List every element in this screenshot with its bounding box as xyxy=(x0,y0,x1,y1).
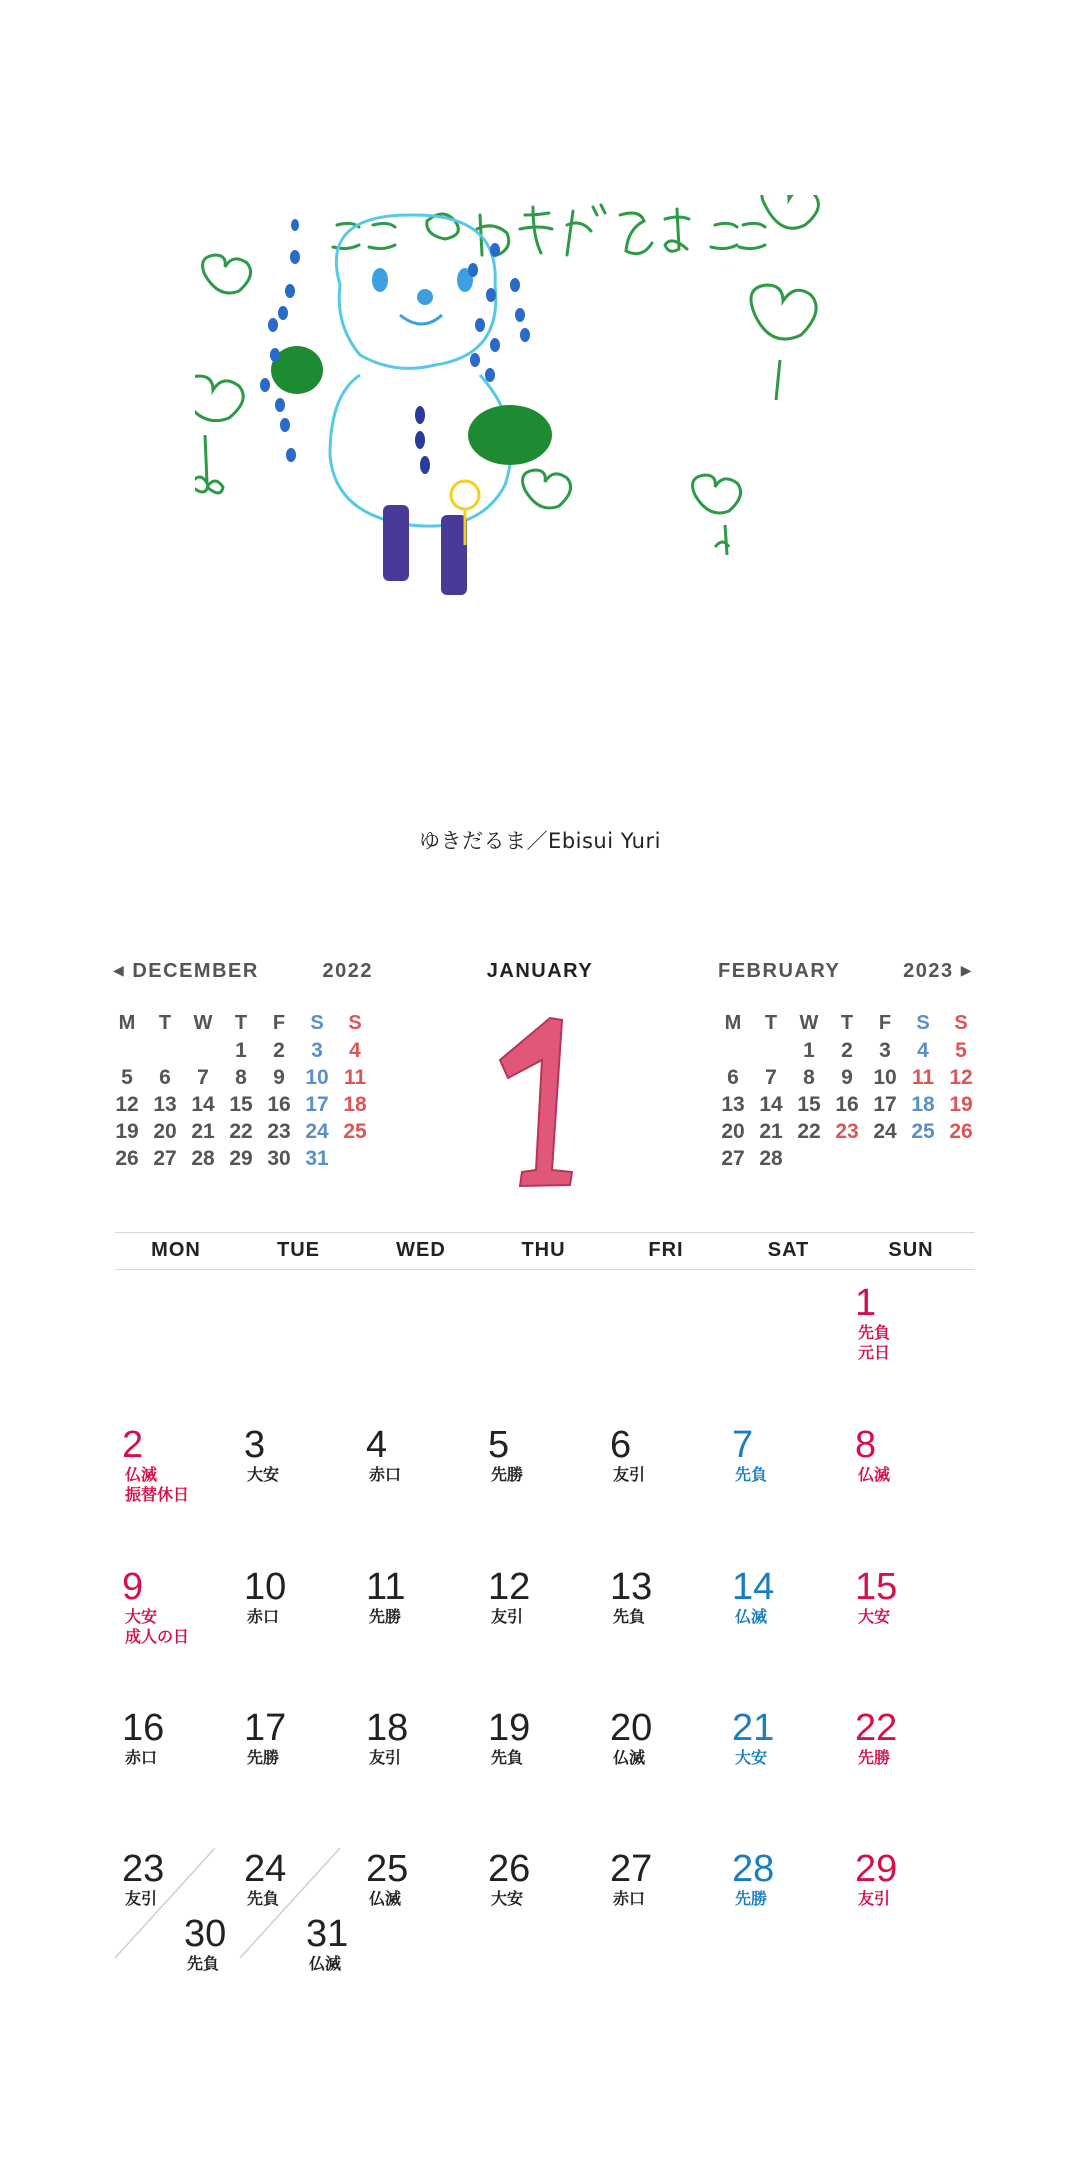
rokuyo-label: 赤口 xyxy=(125,1748,158,1767)
day-number: 22 xyxy=(855,1707,898,1749)
next-month-day xyxy=(904,1145,942,1172)
rokuyo-label: 友引 xyxy=(369,1748,402,1767)
handwritten-title xyxy=(333,205,765,255)
prev-month-day xyxy=(108,1037,146,1064)
prev-month-day: 9 xyxy=(273,1065,285,1089)
day-cell-10[interactable] xyxy=(244,1567,354,1627)
holiday-name: 振替休日 xyxy=(125,1485,190,1504)
next-month-header[interactable] xyxy=(718,960,973,983)
next-month-day: 17 xyxy=(873,1092,897,1116)
rokuyo-label: 先勝 xyxy=(735,1889,768,1908)
day-number: 29 xyxy=(855,1848,898,1890)
rokuyo-label: 先負 xyxy=(858,1323,891,1342)
day-cell-2[interactable] xyxy=(122,1425,232,1505)
day-cell-29[interactable] xyxy=(855,1849,965,1909)
prev-month-day: 30 xyxy=(267,1146,291,1170)
day-cell-15[interactable] xyxy=(855,1567,965,1627)
day-number: 30 xyxy=(184,1913,227,1955)
day-number: 20 xyxy=(610,1707,653,1749)
weekday-header-thu: THU xyxy=(521,1239,566,1261)
prev-month-day: 20 xyxy=(153,1119,177,1143)
rokuyo-label: 先負 xyxy=(613,1607,646,1626)
day-number: 17 xyxy=(244,1707,287,1749)
green-scribbles xyxy=(271,346,552,465)
next-month-day: 20 xyxy=(721,1119,745,1143)
prev-month-day: 11 xyxy=(343,1065,367,1089)
next-month-year: 2023 xyxy=(903,960,954,982)
next-month-day xyxy=(942,1145,980,1172)
day-number: 18 xyxy=(366,1707,409,1749)
prev-month-day: 15 xyxy=(229,1092,253,1116)
prev-month-day: 18 xyxy=(343,1092,367,1116)
next-month-day: 13 xyxy=(721,1092,745,1116)
weekday-header-tue: TUE xyxy=(277,1239,320,1261)
rokuyo-label: 大安 xyxy=(125,1607,158,1626)
rokuyo-label: 先勝 xyxy=(369,1607,402,1626)
prev-month-day xyxy=(184,1037,222,1064)
day-cell-1[interactable] xyxy=(855,1283,965,1363)
day-number: 14 xyxy=(732,1566,775,1608)
weekday-header-sat: SAT xyxy=(767,1239,810,1261)
next-month-day: 6 xyxy=(727,1065,739,1089)
triangle-right-icon[interactable]: ▶ xyxy=(960,962,973,978)
rokuyo-label: 仏滅 xyxy=(735,1607,768,1626)
current-month-name: JANUARY xyxy=(486,960,594,982)
prev-month-weekday-label: M xyxy=(118,1012,136,1034)
prev-month-day: 21 xyxy=(191,1119,215,1143)
next-month-calendar xyxy=(714,1010,980,1172)
day-number: 25 xyxy=(366,1848,409,1890)
prev-month-day: 24 xyxy=(305,1119,329,1143)
day-number: 27 xyxy=(610,1848,653,1890)
day-cell-13[interactable] xyxy=(610,1567,720,1627)
prev-month-day: 31 xyxy=(305,1146,329,1170)
next-month-day: 11 xyxy=(911,1065,935,1089)
rokuyo-label: 先勝 xyxy=(247,1748,280,1767)
prev-month-weekday-label: W xyxy=(193,1012,213,1034)
prev-month-header[interactable] xyxy=(113,960,373,983)
next-month-name: FEBRUARY xyxy=(718,960,841,982)
next-month-day: 7 xyxy=(765,1065,777,1089)
prev-month-day: 28 xyxy=(191,1146,215,1170)
day-number: 10 xyxy=(244,1566,287,1608)
prev-month-day: 27 xyxy=(153,1146,177,1170)
day-number: 21 xyxy=(732,1707,775,1749)
day-cell-27[interactable] xyxy=(610,1849,720,1909)
big-day-number-art xyxy=(490,1010,590,1190)
day-number: 11 xyxy=(366,1566,406,1608)
next-month-day: 27 xyxy=(721,1146,745,1170)
day-number: 16 xyxy=(122,1707,165,1749)
snowman xyxy=(330,215,511,526)
prev-month-weekday-label: F xyxy=(272,1012,286,1034)
snowman-drawing xyxy=(195,195,895,795)
rokuyo-label: 大安 xyxy=(491,1889,524,1908)
snowman-legs xyxy=(383,505,467,595)
next-month-day: 23 xyxy=(835,1119,859,1143)
day-number: 6 xyxy=(610,1424,632,1466)
rokuyo-label: 先勝 xyxy=(858,1748,891,1767)
prev-month-weekday-label: S xyxy=(348,1012,362,1034)
prev-month-day xyxy=(336,1145,374,1172)
snowman-face xyxy=(372,268,473,474)
next-month-day xyxy=(790,1145,828,1172)
day-cell-26[interactable] xyxy=(488,1849,598,1909)
triangle-left-icon[interactable]: ◀ xyxy=(113,962,126,978)
rokuyo-label: 仏滅 xyxy=(125,1465,158,1484)
day-number: 19 xyxy=(488,1707,531,1749)
day-cell-3[interactable] xyxy=(244,1425,354,1485)
day-number: 15 xyxy=(855,1566,898,1608)
artwork-caption: ゆきだるま／Ebisui Yuri xyxy=(419,829,661,853)
next-month-day: 5 xyxy=(955,1038,967,1062)
day-number: 1 xyxy=(855,1282,877,1324)
next-month-day: 15 xyxy=(797,1092,821,1116)
rokuyo-label: 赤口 xyxy=(369,1465,402,1484)
prev-month-weekday-label: T xyxy=(234,1012,248,1034)
day-cell-20[interactable] xyxy=(610,1708,720,1768)
next-month-day: 18 xyxy=(911,1092,935,1116)
day-number: 4 xyxy=(366,1424,388,1466)
day-cell-11[interactable] xyxy=(366,1567,476,1627)
weekday-header-row xyxy=(115,1232,975,1270)
prev-month-day: 19 xyxy=(115,1119,139,1143)
day-number: 31 xyxy=(306,1913,349,1955)
day-cell-12[interactable] xyxy=(488,1567,598,1627)
prev-month-name: DECEMBER xyxy=(132,960,259,982)
day-number: 28 xyxy=(732,1848,775,1890)
prev-month-day: 5 xyxy=(121,1065,133,1089)
next-month-weekday-label: W xyxy=(799,1012,819,1034)
rokuyo-label: 仏滅 xyxy=(309,1954,342,1973)
day-cell-7[interactable] xyxy=(732,1425,842,1485)
prev-month-day: 4 xyxy=(349,1038,361,1062)
day-cell-18[interactable] xyxy=(366,1708,476,1768)
rokuyo-label: 先負 xyxy=(491,1748,524,1767)
prev-month-year: 2022 xyxy=(322,960,373,982)
rokuyo-label: 仏滅 xyxy=(858,1465,891,1484)
rokuyo-label: 先勝 xyxy=(491,1465,524,1484)
next-month-day: 14 xyxy=(759,1092,783,1116)
next-month-day: 9 xyxy=(841,1065,853,1089)
rokuyo-label: 先負 xyxy=(187,1954,220,1973)
rokuyo-label: 赤口 xyxy=(247,1607,280,1626)
day-cell-21[interactable] xyxy=(732,1708,842,1768)
day-number: 9 xyxy=(122,1566,144,1608)
day-cell-25[interactable] xyxy=(366,1849,476,1909)
prev-month-day: 3 xyxy=(311,1038,323,1062)
next-month-day: 3 xyxy=(879,1038,891,1062)
day-number: 23 xyxy=(122,1848,165,1890)
day-number: 2 xyxy=(122,1424,144,1466)
rokuyo-label: 赤口 xyxy=(613,1889,646,1908)
next-month-day: 25 xyxy=(911,1119,935,1143)
next-month-weekday-label: F xyxy=(878,1012,892,1034)
prev-month-day: 12 xyxy=(115,1092,139,1116)
day-number: 5 xyxy=(488,1424,510,1466)
prev-month-day: 23 xyxy=(267,1119,291,1143)
day-number: 12 xyxy=(488,1566,531,1608)
rokuyo-label: 友引 xyxy=(125,1889,158,1908)
next-month-day: 12 xyxy=(949,1065,973,1089)
next-month-day: 2 xyxy=(841,1038,853,1062)
split-day-dividers xyxy=(115,1848,355,1968)
next-month-weekday-label: M xyxy=(724,1012,742,1034)
prev-month-day: 6 xyxy=(159,1065,171,1089)
weekday-header-mon: MON xyxy=(151,1239,201,1261)
rokuyo-label: 大安 xyxy=(247,1465,280,1484)
prev-month-day: 7 xyxy=(197,1065,209,1089)
prev-month-day: 8 xyxy=(235,1065,247,1089)
rokuyo-label: 仏滅 xyxy=(613,1748,646,1767)
rokuyo-label: 大安 xyxy=(735,1748,768,1767)
next-month-day: 28 xyxy=(759,1146,783,1170)
next-month-day: 19 xyxy=(949,1092,973,1116)
prev-month-day: 14 xyxy=(191,1092,215,1116)
rokuyo-label: 大安 xyxy=(858,1607,891,1626)
day-cell-17[interactable] xyxy=(244,1708,354,1768)
day-number: 26 xyxy=(488,1848,531,1890)
rokuyo-label: 先負 xyxy=(735,1465,768,1484)
next-month-day: 21 xyxy=(759,1119,783,1143)
next-month-weekday-label: T xyxy=(764,1012,778,1034)
prev-month-weekday-label: S xyxy=(310,1012,324,1034)
day-number: 24 xyxy=(244,1848,287,1890)
next-month-weekday-label: S xyxy=(954,1012,968,1034)
holiday-name: 元日 xyxy=(858,1343,891,1362)
day-cell-14[interactable] xyxy=(732,1567,842,1627)
prev-month-day: 10 xyxy=(305,1065,329,1089)
day-cell-19[interactable] xyxy=(488,1708,598,1768)
prev-month-day: 26 xyxy=(115,1146,139,1170)
prev-month-day: 25 xyxy=(343,1119,367,1143)
day-cell-8[interactable] xyxy=(855,1425,965,1485)
day-number: 13 xyxy=(610,1566,653,1608)
prev-month-day: 22 xyxy=(229,1119,253,1143)
day-cell-5[interactable] xyxy=(488,1425,598,1485)
day-number: 8 xyxy=(855,1424,877,1466)
rokuyo-label: 仏滅 xyxy=(369,1889,402,1908)
next-month-weekday-label: T xyxy=(840,1012,854,1034)
next-month-day xyxy=(828,1145,866,1172)
prev-month-day: 2 xyxy=(273,1038,285,1062)
day-cell-22[interactable] xyxy=(855,1708,965,1768)
day-cell-16[interactable] xyxy=(122,1708,232,1768)
next-month-day: 1 xyxy=(803,1038,815,1062)
prev-month-day: 16 xyxy=(267,1092,291,1116)
next-month-day: 10 xyxy=(873,1065,897,1089)
prev-month-calendar xyxy=(108,1010,374,1172)
next-month-day xyxy=(714,1037,752,1064)
next-month-day: 4 xyxy=(917,1038,929,1062)
weekday-header-fri: FRI xyxy=(648,1239,684,1261)
prev-month-day: 17 xyxy=(305,1092,329,1116)
rokuyo-label: 友引 xyxy=(858,1889,891,1908)
next-month-day: 16 xyxy=(835,1092,859,1116)
next-month-weekday-label: S xyxy=(916,1012,930,1034)
day-cell-4[interactable] xyxy=(366,1425,476,1485)
next-month-day: 8 xyxy=(803,1065,815,1089)
weekday-header-sun: SUN xyxy=(888,1239,934,1261)
prev-month-weekday-label: T xyxy=(158,1012,172,1034)
prev-month-day: 1 xyxy=(235,1038,247,1062)
prev-month-day: 13 xyxy=(153,1092,177,1116)
rokuyo-label: 先負 xyxy=(247,1889,280,1908)
day-cell-28[interactable] xyxy=(732,1849,842,1909)
holiday-name: 成人の日 xyxy=(125,1627,190,1646)
prev-month-day xyxy=(146,1037,184,1064)
next-month-day: 24 xyxy=(873,1119,897,1143)
day-number: 7 xyxy=(732,1424,754,1466)
day-cell-6[interactable] xyxy=(610,1425,720,1485)
next-month-day xyxy=(866,1145,904,1172)
next-month-day: 22 xyxy=(797,1119,821,1143)
prev-month-day: 29 xyxy=(229,1146,253,1170)
rokuyo-label: 友引 xyxy=(613,1465,646,1484)
day-number: 3 xyxy=(244,1424,266,1466)
next-month-day: 26 xyxy=(949,1119,973,1143)
weekday-header-wed: WED xyxy=(396,1239,446,1261)
next-month-day xyxy=(752,1037,790,1064)
day-cell-9[interactable] xyxy=(122,1567,232,1647)
rokuyo-label: 友引 xyxy=(491,1607,524,1626)
